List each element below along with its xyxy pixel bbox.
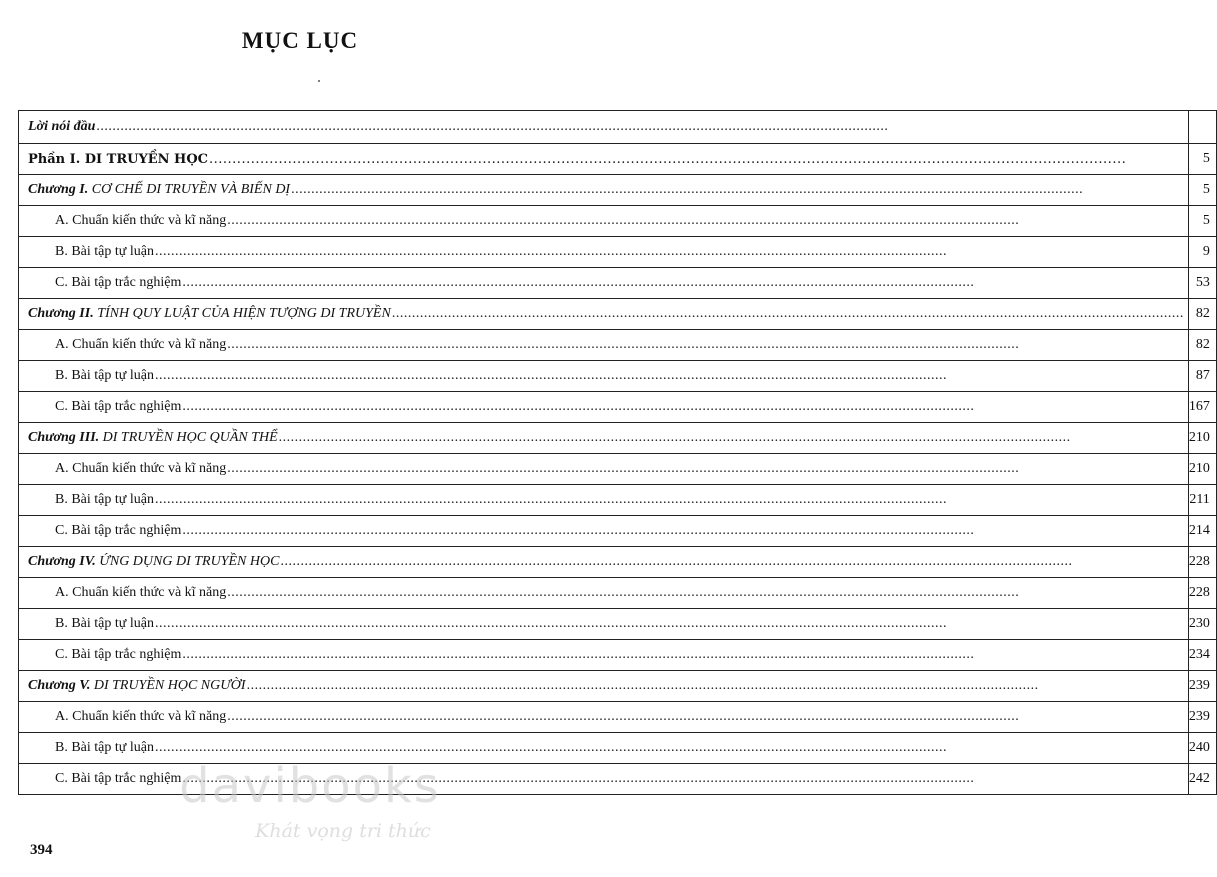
toc-entry-line [19, 771, 1188, 787]
toc-row [19, 330, 1217, 361]
toc-page-number: 87 [1188, 361, 1216, 392]
toc-entry-title: C. Bài tập trắc nghiệm [55, 647, 182, 662]
toc-row [19, 175, 1217, 206]
toc-row [19, 733, 1217, 764]
toc-row [19, 578, 1217, 609]
toc-entry-title: Phần I. DI TRUYỀN HỌC [28, 151, 209, 167]
dot-leader [247, 678, 1184, 694]
toc-row [19, 361, 1217, 392]
toc-entry-title: B. Bài tập tự luận [55, 616, 154, 631]
dot-leader [227, 585, 1184, 601]
toc-page-number: 210 [1188, 454, 1216, 485]
toc-row [19, 268, 1217, 299]
toc-entry-line [19, 275, 1188, 291]
watermark-tagline: Khát vọng tri thức [255, 820, 431, 842]
page-number: 394 [30, 842, 53, 858]
toc-row [19, 516, 1217, 547]
dot-leader [155, 740, 1184, 756]
dot-leader [182, 275, 1183, 291]
toc-entry-line [19, 337, 1188, 353]
toc-entry-title: A. Chuẩn kiến thức và kĩ năng [55, 337, 227, 352]
chapter-label: Chương V. [28, 678, 91, 693]
toc-entry-line [19, 152, 1188, 167]
toc-entry-title: B. Bài tập tự luận [55, 492, 154, 507]
toc-page-number: 53 [1188, 268, 1216, 299]
toc-page-number: 9 [1188, 237, 1216, 268]
toc-entry-cell [19, 547, 1189, 578]
toc-page-number: 5 [1188, 175, 1216, 206]
dot-leader [155, 492, 1184, 508]
table-of-contents [18, 110, 1217, 795]
toc-entry-line [19, 399, 1188, 415]
toc-entry-title: DI TRUYỀN HỌC QUẦN THỂ [102, 430, 278, 445]
toc-entry-title: C. Bài tập trắc nghiệm [55, 399, 182, 414]
dot-leader [227, 337, 1184, 353]
dot-leader [182, 771, 1183, 787]
toc-entry-cell [19, 578, 1189, 609]
toc-entry-line [19, 213, 1188, 229]
toc-row [19, 299, 1217, 330]
toc-entry-cell [19, 764, 1189, 795]
toc-entry-cell [19, 144, 1189, 175]
toc-entry-title: TÍNH QUY LUẬT CỦA HIỆN TƯỢNG DI TRUYỀN [97, 306, 391, 321]
toc-page-number: 82 [1188, 330, 1216, 361]
toc-entry-cell [19, 423, 1189, 454]
toc-entry-title: A. Chuẩn kiến thức và kĩ năng [55, 461, 227, 476]
toc-row [19, 671, 1217, 702]
toc-entry-title: B. Bài tập tự luận [55, 244, 154, 259]
toc-entry-line [19, 430, 1188, 446]
watermark-brand: davibooks [179, 758, 441, 814]
toc-page-number: 230 [1188, 609, 1216, 640]
toc-row [19, 702, 1217, 733]
toc-entry-cell [19, 702, 1189, 733]
toc-row [19, 547, 1217, 578]
toc-page-number: 240 [1188, 733, 1216, 764]
toc-entry-line [19, 244, 1188, 260]
decorative-dot [318, 80, 320, 82]
toc-page-number: 228 [1188, 547, 1216, 578]
toc-row [19, 454, 1217, 485]
toc-page-number: 5 [1188, 144, 1216, 175]
toc-entry-cell [19, 671, 1189, 702]
toc-entry-title: A. Chuẩn kiến thức và kĩ năng [55, 709, 227, 724]
toc-entry-title: C. Bài tập trắc nghiệm [55, 771, 182, 786]
toc-entry-title: A. Chuẩn kiến thức và kĩ năng [55, 585, 227, 600]
page-title: MỤC LỤC [241, 28, 359, 53]
dot-leader [209, 152, 1184, 167]
toc-entry-title: Lời nói đầu [28, 119, 96, 134]
toc-row [19, 111, 1217, 144]
toc-page-number: 167 [1188, 392, 1216, 423]
toc-entry-title: B. Bài tập tự luận [55, 740, 154, 755]
toc-page-number [1188, 111, 1216, 144]
toc-entry-cell [19, 206, 1189, 237]
toc-entry-title: DI TRUYỀN HỌC NGƯỜI [93, 678, 246, 693]
toc-row [19, 485, 1217, 516]
toc-entry-title: CƠ CHẾ DI TRUYỀN VÀ BIẾN DỊ [91, 182, 291, 197]
toc-entry-title: C. Bài tập trắc nghiệm [55, 523, 182, 538]
toc-page-number: 211 [1188, 485, 1216, 516]
toc-page-number: 239 [1188, 671, 1216, 702]
toc-entry-line [19, 616, 1188, 632]
toc-page-number: 228 [1188, 578, 1216, 609]
toc-entry-cell [19, 330, 1189, 361]
toc-entry-line [19, 306, 1188, 322]
toc-body [19, 111, 1217, 795]
toc-entry-title: C. Bài tập trắc nghiệm [55, 275, 182, 290]
toc-row [19, 144, 1217, 175]
dot-leader [392, 306, 1184, 322]
toc-page-number: 239 [1188, 702, 1216, 733]
toc-page-number: 82 [1188, 299, 1216, 330]
toc-entry-cell [19, 454, 1189, 485]
toc-entry-line [19, 119, 1188, 135]
toc-row [19, 237, 1217, 268]
chapter-label: Chương II. [28, 306, 94, 321]
dot-leader [279, 430, 1184, 446]
dot-leader [291, 182, 1184, 198]
dot-leader [227, 709, 1184, 725]
toc-row [19, 609, 1217, 640]
chapter-label: Chương III. [28, 430, 100, 445]
toc-entry-cell [19, 733, 1189, 764]
dot-leader [280, 554, 1183, 570]
dot-leader [182, 399, 1183, 415]
dot-leader [182, 523, 1183, 539]
toc-entry-cell [19, 299, 1189, 330]
chapter-label: Chương IV. [28, 554, 96, 569]
toc-row [19, 764, 1217, 795]
toc-entry-line [19, 740, 1188, 756]
toc-entry-cell [19, 175, 1189, 206]
toc-entry-line [19, 461, 1188, 477]
dot-leader [227, 213, 1184, 229]
toc-entry-line [19, 554, 1188, 570]
toc-row [19, 392, 1217, 423]
toc-entry-cell [19, 237, 1189, 268]
toc-row [19, 423, 1217, 454]
toc-entry-cell [19, 609, 1189, 640]
toc-entry-line [19, 585, 1188, 601]
toc-entry-title: A. Chuẩn kiến thức và kĩ năng [55, 213, 227, 228]
toc-entry-title: ỨNG DỤNG DI TRUYỀN HỌC [99, 554, 280, 569]
toc-entry-line [19, 492, 1188, 508]
toc-entry-cell [19, 485, 1189, 516]
toc-entry-title: B. Bài tập tự luận [55, 368, 154, 383]
toc-entry-cell [19, 361, 1189, 392]
chapter-label: Chương I. [28, 182, 89, 197]
toc-entry-line [19, 368, 1188, 384]
toc-entry-line [19, 182, 1188, 198]
toc-entry-cell [19, 392, 1189, 423]
toc-entry-line [19, 678, 1188, 694]
toc-entry-cell [19, 268, 1189, 299]
dot-leader [96, 119, 1183, 135]
toc-entry-line [19, 647, 1188, 663]
dot-leader [155, 616, 1184, 632]
dot-leader [155, 244, 1184, 260]
toc-entry-line [19, 709, 1188, 725]
toc-entry-cell [19, 111, 1189, 144]
dot-leader [227, 461, 1184, 477]
toc-row [19, 640, 1217, 671]
toc-entry-cell [19, 516, 1189, 547]
toc-entry-line [19, 523, 1188, 539]
toc-page-number: 242 [1188, 764, 1216, 795]
toc-page-number: 234 [1188, 640, 1216, 671]
toc-page-number: 214 [1188, 516, 1216, 547]
dot-leader [155, 368, 1184, 384]
toc-row [19, 206, 1217, 237]
toc-page-number: 210 [1188, 423, 1216, 454]
toc-page-number: 5 [1188, 206, 1216, 237]
toc-entry-cell [19, 640, 1189, 671]
dot-leader [182, 647, 1183, 663]
